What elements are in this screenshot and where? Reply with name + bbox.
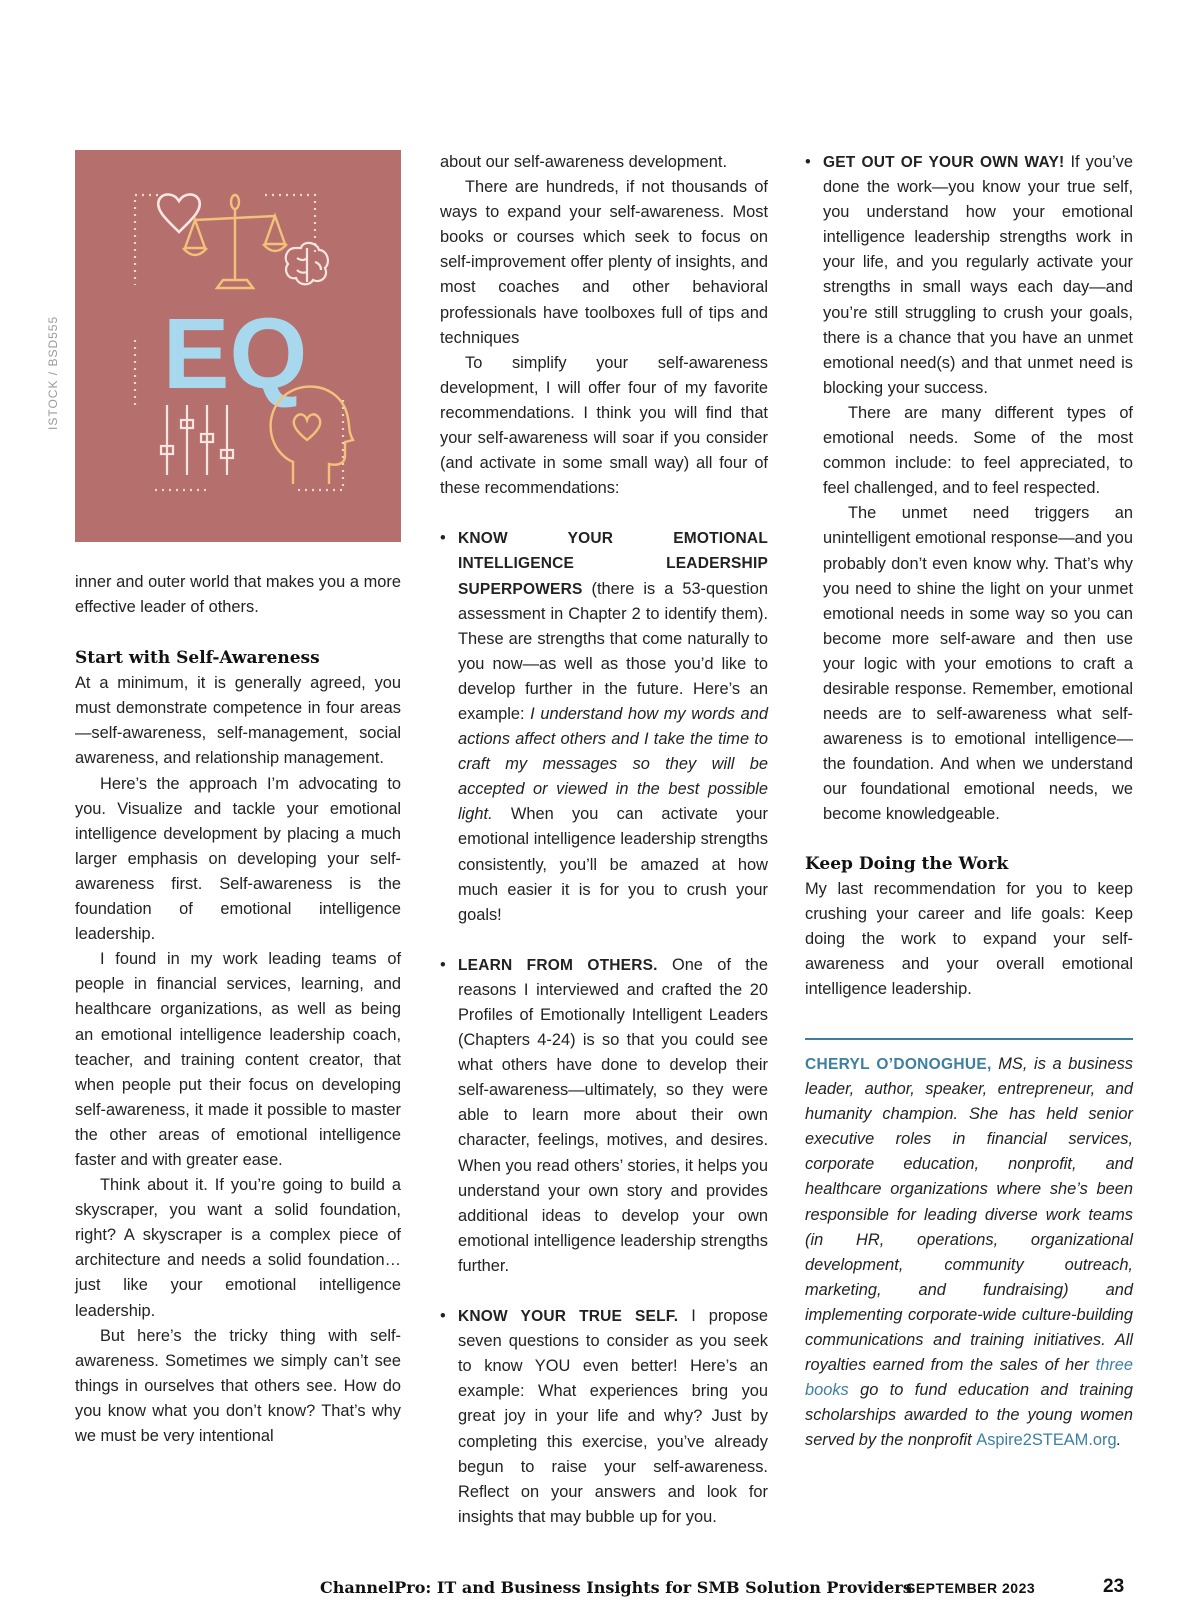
bullet-dot-icon: • <box>440 955 446 974</box>
bullet-dot-icon: • <box>805 153 811 171</box>
paragraph: Think about it. If you’re going to build a skyscraper, you want a solid foundation, right? A skyscraper is a complex piece of architecture and needs a solid foundation…just like your emotional intelligence leadership. <box>75 1176 401 1320</box>
column-2 <box>440 150 768 1530</box>
paragraph: My last recommendation for you to keep crushing your career and life goals: Keep doing the work to expand your self-awareness and your overall emotional intelligence leadership. <box>805 879 1133 998</box>
three-books-link[interactable]: three books <box>805 1356 1133 1400</box>
sliders-icon <box>161 405 233 475</box>
eq-illustration-graphic <box>75 150 401 542</box>
column-3 <box>805 150 1133 1454</box>
paragraph: inner and outer world that makes you a more effective leader of others. <box>75 573 401 617</box>
bullet-text: (there is a 53-question assessment in Chapter 2 to identify them). These are strengths that come naturally to you now—as well as those you’d like to develop further in the future. Here’s an example: <box>458 579 768 723</box>
page-footer <box>0 1578 1200 1608</box>
bullet-lead: KNOW YOUR EMOTIONAL INTELLIGENCE LEADERSHIP SUPERPOWERS <box>458 530 768 598</box>
page-number: 23 <box>1103 1576 1125 1597</box>
divider <box>805 1038 1133 1040</box>
bullet-text: I propose seven questions to consider as you seek to know YOU even better! Here’s an example: What experiences bring you great joy in your life and why? Just by completing this exercise, you’ve already begun to raise your self-awareness. Reflect on your answers and look for insights that may bubble up for you. <box>458 1307 768 1526</box>
bio-text: go to fund education and training scholarships awarded to the young women served by the nonprofit <box>805 1381 1133 1450</box>
paragraph: The unmet need triggers an unintelligent emotional response—and you probably don’t even know why. That’s why you need to shine the light on your unmet emotional needs in some way so you can become more self-aware and then use your logic with your emotions to craft a desirable response. Remember, emotional needs are to self-awareness what self-awareness is to emotional intelligence—the foundation. And when we understand our foundational emotional needs, we become knowledgeable. <box>823 504 1133 824</box>
author-bio <box>805 1052 1133 1454</box>
bullet-item <box>440 1304 768 1530</box>
column-1 <box>75 150 401 1449</box>
bullet-text: When you can activate your emotional intelligence leadership strengths consistently, you’ll be amazed at how much easier it is for you to crush your goals! <box>458 805 768 924</box>
bullet-dot-icon: • <box>440 1307 446 1326</box>
aspire2steam-link[interactable]: Aspire2STEAM.org <box>976 1431 1117 1450</box>
brain-icon <box>286 243 328 284</box>
paragraph: I found in my work leading teams of people in financial services, learning, and healthcare organizations, as well as being an emotional intelligence leadership coach, teacher, and training content creator, that when people put their focus on developing self-awareness, it made it possible to master the other areas of emotional intelligence faster and with greater ease. <box>75 950 401 1169</box>
bullet-lead: LEARN FROM OTHERS. <box>458 956 658 974</box>
bullet-dot-icon: • <box>440 529 446 548</box>
paragraph: There are many different types of emotional needs. Some of the most common include: to feel appreciated, to feel challenged, and to feel respected. <box>823 403 1133 498</box>
bullet-lead: KNOW YOUR TRUE SELF. <box>458 1308 679 1326</box>
bullet-lead: GET OUT OF YOUR OWN WAY! <box>823 154 1065 171</box>
bullet-example: I understand how my words and actions affect others and I take the time to craft my messages so they will be accepted or viewed in the best possible light. <box>458 704 769 824</box>
publication-title: ChannelPro: IT and Business Insights for SMB Solution Providers <box>320 1578 912 1597</box>
paragraph: Here’s the approach I’m advocating to you. Visualize and tackle your emotional intelligence development by placing a much larger emphasis on developing your self-awareness first. Self-awareness is the foundation of emotional intelligence leadership. <box>75 774 401 944</box>
bullet-item <box>440 953 768 1279</box>
bullet-text: One of the reasons I interviewed and crafted the 20 Profiles of Emotionally Intelligent Leaders (Chapters 4-24) is so that you could see what others have done to develop their self-awareness—ultimately, so they were able to learn more about their own character, feelings, motives, and desires. When you read others’ stories, it helps you understand your own story and provides additional ideas to develop your own emotional intelligence leadership strengths further. <box>458 955 768 1275</box>
issue-date: SEPTEMBER 2023 <box>906 1580 1036 1596</box>
author-name: CHERYL O’DONOGHUE, <box>805 1056 992 1073</box>
paragraph: about our self-awareness development. <box>440 153 728 171</box>
bullet-text: If you’ve done the work—you know your true self, you understand how your emotional intelligence leadership strengths work in your life, and you regularly activate your strengths in small ways each day—and you’re still struggling to crush your goals, there is a chance that you have an unmet emotional need(s) and that unmet need is blocking your success. <box>823 153 1133 397</box>
bullet-item <box>805 150 1133 401</box>
paragraph: To simplify your self-awareness development, I will offer four of my favorite recommendations. I think you will find that your self-awareness will soar if you consider (and activate in some small way) all four of these recommendations: <box>440 353 768 498</box>
bio-text: . <box>1116 1431 1122 1450</box>
paragraph: At a minimum, it is generally agreed, you must demonstrate competence in four areas—self-awareness, self-management, social awareness, and relationship management. <box>75 674 401 768</box>
paragraph: But here’s the tricky thing with self-awareness. Sometimes we simply can’t see things in ourselves that others see. How do you know what you don’t know? That’s why we must be very intentional <box>75 1326 401 1445</box>
eq-text: EQ <box>162 298 308 410</box>
section-heading: Start with Self-Awareness <box>75 648 320 669</box>
photo-credit: ISTOCK / BSD555 <box>46 315 60 430</box>
eq-illustration <box>75 150 401 542</box>
bio-text: MS, is a business leader, author, speaker, entrepreneur, and humanity champion. She has held senior executive roles in financial services, corporate education, nonprofit, and healthcare organizations where she’s been responsible for leading diverse work teams (in HR, operations, organizational development, community outreach, marketing, and fundraising) and implementing corporate-wide culture-building communications and training initiatives. All royalties earned from the sales of her <box>805 1055 1133 1375</box>
bullet-item <box>440 526 768 928</box>
paragraph: There are hundreds, if not thousands of ways to expand your self-awareness. Most books or courses which seek to focus on self-improvement offer plenty of insights, and most coaches and other behavioral professionals have toolboxes full of tips and techniques <box>440 178 768 347</box>
section-heading: Keep Doing the Work <box>805 853 1009 874</box>
